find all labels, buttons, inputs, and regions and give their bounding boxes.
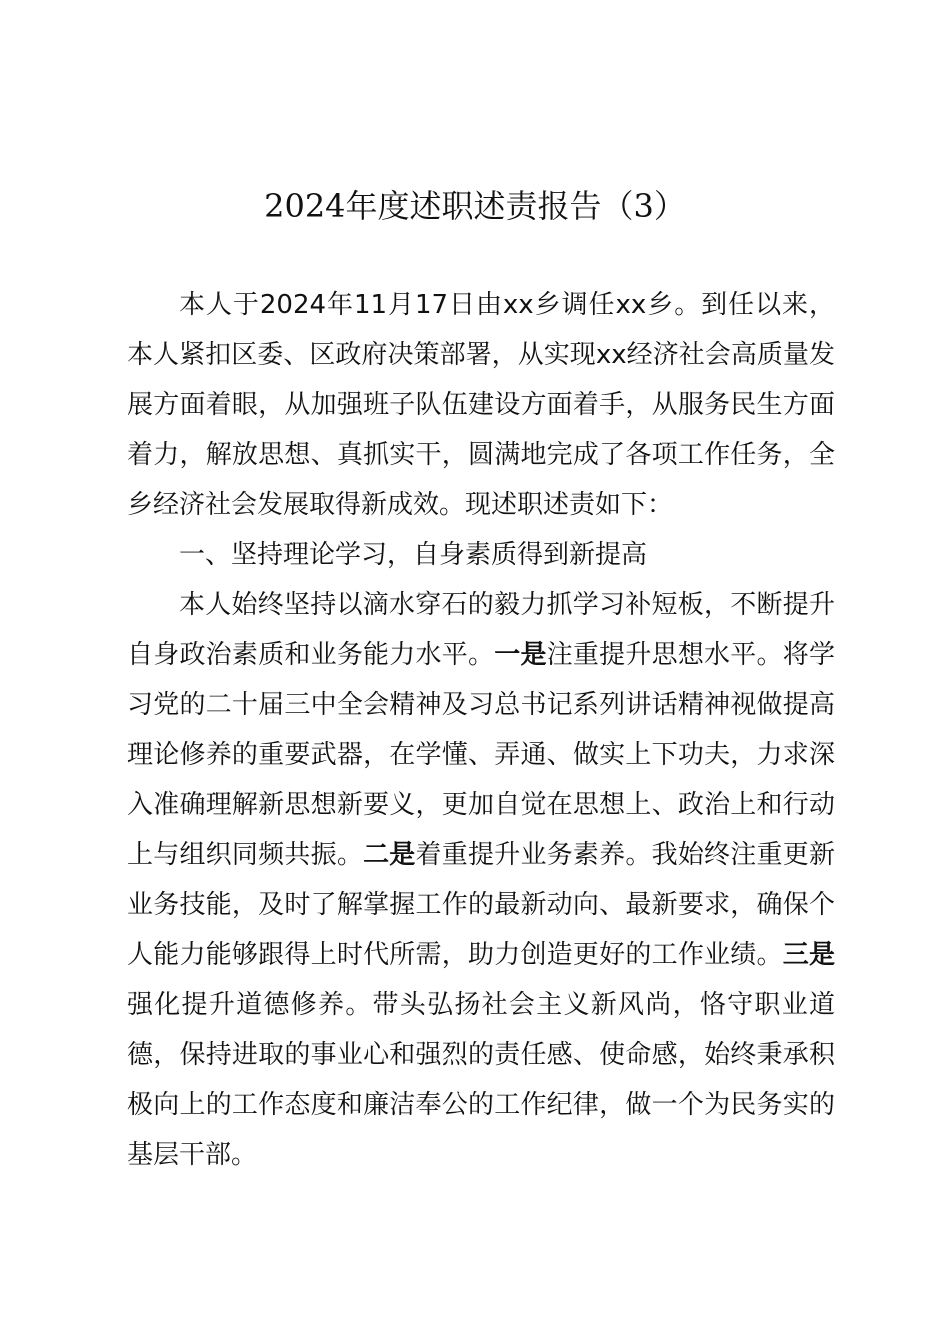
paragraph-study	[127, 580, 835, 1180]
document-title: 2024年度述职述责报告（3）	[264, 187, 686, 225]
section-heading: 一、坚持理论学习，自身素质得到新提高	[179, 540, 648, 570]
paragraph-study-intro: 本人始终坚持以滴水穿石的毅力抓学习补短板，不断提升自身政治素质和业务能力水平。	[127, 590, 835, 670]
point-2-text: 着重提升业务素养。我始终注重更新业务技能，及时了解掌握工作的最新动向、最新要求，确保个人能力能够跟得上时代所需，助力创造更好的工作业绩。	[127, 840, 835, 970]
point-3-label: 三是	[782, 940, 835, 970]
point-3-text: 强化提升道德修养。带头弘扬社会主义新风尚，恪守职业道德，保持进取的事业心和强烈的责任感、使命感，始终秉承积极向上的工作态度和廉洁奉公的工作纪律，做一个为民务实的基层干部。	[127, 990, 835, 1170]
point-2-label: 二是	[363, 840, 416, 870]
point-1-label: 一是	[494, 640, 547, 670]
document-body	[127, 280, 835, 1180]
paragraph-intro: 本人于2024年11月17日由xx乡调任xx乡。到任以来，本人紧扣区委、区政府决策部署，从实现xx经济社会高质量发展方面着眼，从加强班子队伍建设方面着手，从服务民生方面着力，解放思想、真抓实干，圆满地完成了各项工作任务，全乡经济社会发展取得新成效。现述职述责如下：	[127, 290, 835, 520]
point-1-text: 注重提升思想水平。将学习党的二十届三中全会精神及习总书记系列讲话精神视做提高理论修养的重要武器，在学懂、弄通、做实上下功夫，力求深入准确理解新思想新要义，更加自觉在思想上、政治上和行动上与组织同频共振。	[127, 640, 835, 870]
